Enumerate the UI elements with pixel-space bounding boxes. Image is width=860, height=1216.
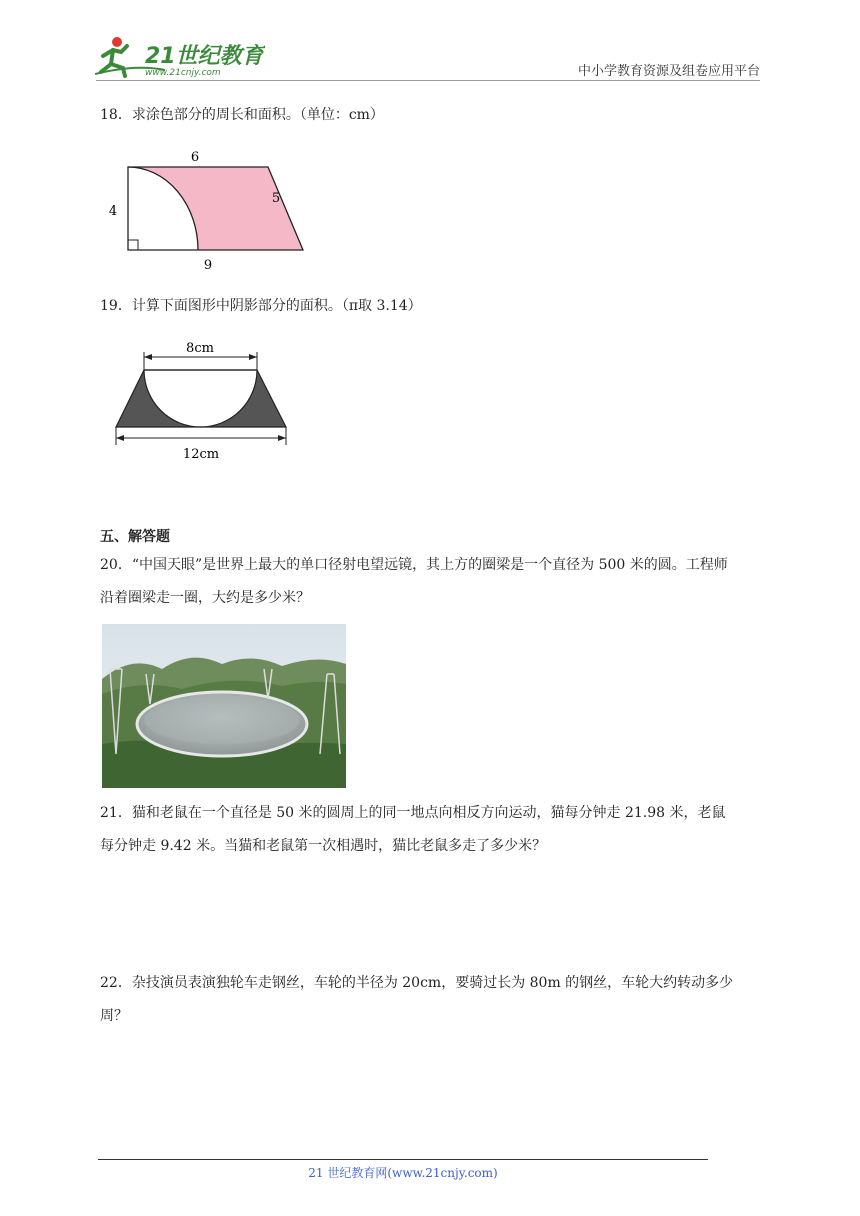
label-right: 5 <box>271 191 281 206</box>
question-19-text: 19．计算下面图形中阴影部分的面积。（π取 3.14） <box>100 298 422 314</box>
question-20-text <box>100 549 765 615</box>
label-bottom: 12cm <box>182 447 220 462</box>
label-bottom: 9 <box>203 258 213 273</box>
question-20-line1: 20．“中国天眼”是世界上最大的单口径射电望远镜，其上方的圈梁是一个直径为 500 米的圆。工程师 <box>100 557 728 573</box>
logo-title: 21世纪教育 <box>145 44 264 69</box>
question-22-line1: 22．杂技演员表演独轮车走钢丝，车轮的半径为 20cm，要骑过长为 80m 的钢丝，车轮大约转动多少 <box>100 975 734 991</box>
question-21-line2: 每分钟走 9.42 米。当猫和老鼠第一次相遇时，猫比老鼠多走了多少米？ <box>100 838 547 854</box>
question-22-text <box>100 967 765 1033</box>
section-title: 五、解答题 <box>100 529 170 545</box>
fast-telescope-photo <box>102 624 346 788</box>
question-21-text <box>100 797 765 863</box>
logo-url: www.21cnjy.com <box>145 68 221 78</box>
question-21-line1: 21．猫和老鼠在一个直径是 50 米的圆周上的同一地点向相反方向运动，猫每分钟走 21.98 米，老鼠 <box>100 805 726 821</box>
footer-link[interactable]: 21 世纪教育网(www.21cnjy.com) <box>308 1166 498 1180</box>
label-left: 4 <box>108 204 118 219</box>
header-divider <box>96 80 760 81</box>
label-top: 6 <box>190 150 200 165</box>
shaded-region <box>128 167 303 250</box>
footer-divider <box>98 1159 708 1160</box>
right-angle-marker <box>128 240 138 250</box>
figure-18 <box>100 140 320 280</box>
question-20-line2: 沿着圈梁走一圈，大约是多少米？ <box>100 590 310 606</box>
label-top: 8cm <box>186 341 214 356</box>
figure-19 <box>100 330 300 465</box>
site-logo <box>95 34 265 80</box>
question-22-line2: 周？ <box>100 1008 128 1024</box>
header-platform-text: 中小学教育资源及组卷应用平台 <box>577 64 760 79</box>
question-18-text: 18．求涂色部分的周长和面积。（单位：cm） <box>100 107 384 123</box>
